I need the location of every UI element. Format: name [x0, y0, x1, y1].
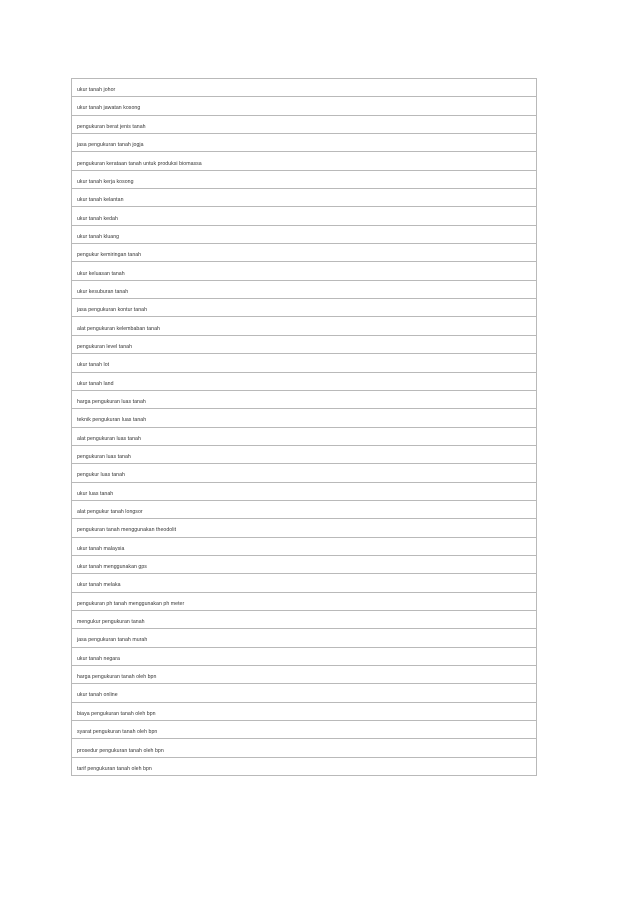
table-cell-text: mengukur pengukuran tanah — [77, 619, 145, 626]
table-cell-text: ukur tanah malaysia — [77, 545, 125, 552]
table-cell-text: pengukuran tanah menggunakan theodolit — [77, 527, 177, 534]
table-cell-text: ukur tanah johor — [77, 87, 116, 94]
table-cell-text: alat pengukur tanah longsor — [77, 509, 143, 516]
table-cell-text: ukur luas tanah — [77, 490, 114, 497]
table-cell-text: pengukuran ph tanah menggunakan ph meter — [77, 600, 185, 607]
table-row — [72, 354, 536, 372]
table-row — [72, 409, 536, 427]
table-row — [72, 79, 536, 97]
table-cell-text: ukur tanah kelantan — [77, 197, 124, 204]
table-row — [72, 684, 536, 702]
table-row — [72, 538, 536, 556]
table-row — [72, 574, 536, 592]
table-row — [72, 207, 536, 225]
table-row — [72, 501, 536, 519]
table-row — [72, 189, 536, 207]
table-cell-text: tarif pengukuran tanah oleh bpn — [77, 765, 152, 772]
table-row — [72, 373, 536, 391]
table-cell-text: harga pengukuran tanah oleh bpn — [77, 674, 157, 681]
table-cell-text: syarat pengukuran tanah oleh bpn — [77, 729, 158, 736]
table-row — [72, 97, 536, 115]
keyword-table — [71, 78, 537, 776]
table-cell-text: alat pengukuran luas tanah — [77, 435, 141, 442]
table-cell-text: pengukur kemiringan tanah — [77, 252, 142, 259]
table-row — [72, 317, 536, 335]
table-row — [72, 464, 536, 482]
table-cell-text: ukur tanah kluang — [77, 233, 120, 240]
table-cell-text: ukur keluasan tanah — [77, 270, 125, 277]
table-cell-text: ukur tanah kerja kosong — [77, 178, 134, 185]
table-cell-text: jasa pengukuran tanah jogja — [77, 142, 144, 149]
table-cell-text: pengukur luas tanah — [77, 472, 125, 479]
table-row — [72, 262, 536, 280]
table-cell-text: pengukuran level tanah — [77, 343, 133, 350]
table-row — [72, 171, 536, 189]
table-row — [72, 281, 536, 299]
table-row — [72, 428, 536, 446]
table-row — [72, 336, 536, 354]
table-row — [72, 703, 536, 721]
table-cell-text: jasa pengukuran kontur tanah — [77, 307, 148, 314]
table-cell-text: ukur tanah land — [77, 380, 114, 387]
table-row — [72, 721, 536, 739]
table-row — [72, 299, 536, 317]
table-cell-text: jasa pengukuran tanah murah — [77, 637, 148, 644]
table-cell-text: ukur tanah jawatan kosong — [77, 105, 141, 112]
table-row — [72, 244, 536, 262]
table-cell-text: ukur tanah online — [77, 692, 118, 699]
table-cell-text: pengukuran luas tanah — [77, 454, 131, 461]
table-row — [72, 519, 536, 537]
table-row — [72, 556, 536, 574]
table-cell-text: ukur tanah melaka — [77, 582, 121, 589]
table-row — [72, 611, 536, 629]
table-cell-text: pengukuran kerataan tanah untuk produksi biomassa — [77, 160, 202, 167]
table-cell-text: pengukuran berat jenis tanah — [77, 123, 146, 130]
table-cell-text: ukur tanah kedah — [77, 215, 118, 222]
table-cell-text: biaya pengukuran tanah oleh bpn — [77, 710, 156, 717]
table-row — [72, 666, 536, 684]
table-row — [72, 391, 536, 409]
table-cell-text: harga pengukuran luas tanah — [77, 398, 146, 405]
table-row — [72, 226, 536, 244]
table-cell-text: ukur tanah negara — [77, 655, 120, 662]
table-row — [72, 116, 536, 134]
table-cell-text: prosedur pengukuran tanah oleh bpn — [77, 747, 164, 754]
table-cell-text: alat pengukuran kelembaban tanah — [77, 325, 160, 332]
table-row — [72, 758, 536, 776]
table-row — [72, 648, 536, 666]
table-row — [72, 152, 536, 170]
table-row — [72, 134, 536, 152]
table-row — [72, 593, 536, 611]
table-row — [72, 629, 536, 647]
table-row — [72, 446, 536, 464]
table-cell-text: ukur tanah lot — [77, 362, 110, 369]
table-row — [72, 483, 536, 501]
table-cell-text: teknik pengukuran luas tanah — [77, 417, 147, 424]
table-row — [72, 739, 536, 757]
table-cell-text: ukur kesuburan tanah — [77, 288, 129, 295]
table-cell-text: ukur tanah menggunakan gps — [77, 564, 147, 571]
